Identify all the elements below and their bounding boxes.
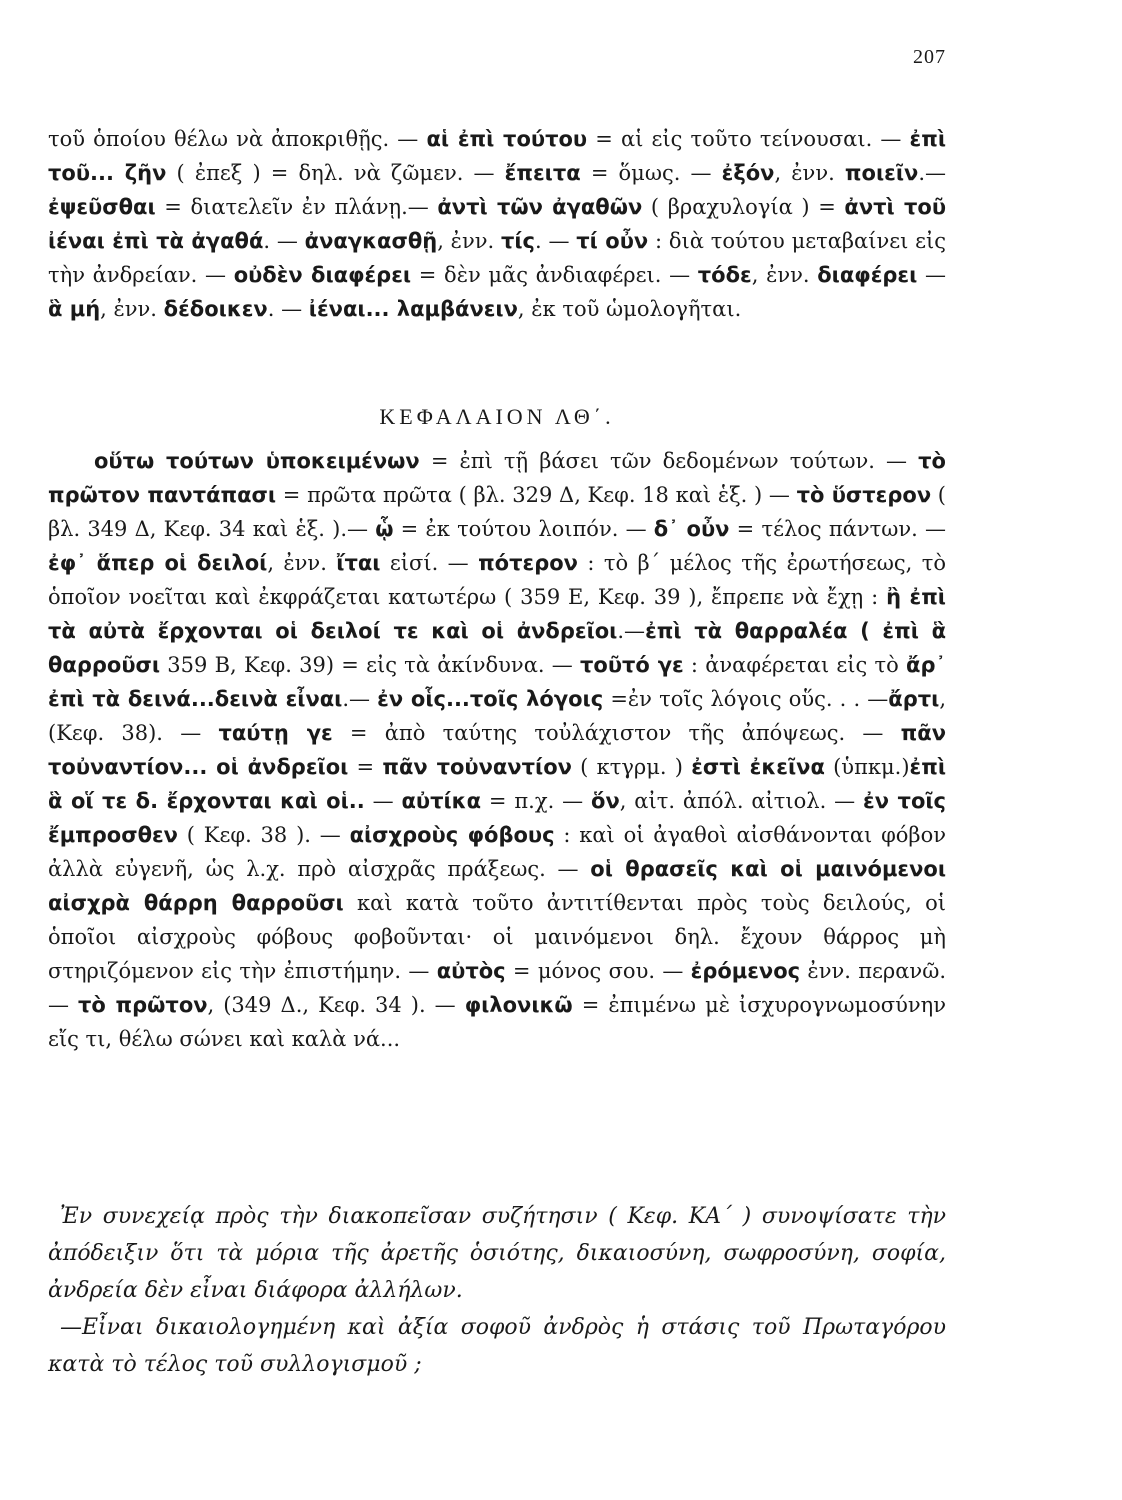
- lemma: δέδοικεν: [163, 297, 268, 321]
- lemma: ἰέναι... λαμβάνειν: [308, 297, 518, 321]
- lemma: ἴται: [336, 551, 381, 575]
- lemma: τοῦτό γε: [580, 653, 684, 677]
- text: : τὸ β΄ μέλος τῆς ἐρωτήσεως, τὸ ὁποῖον νοεῖται καὶ ἐκφράζεται κατωτέρω ( 359 Ε, Κεφ. 39 ), ἔπρεπε νὰ ἔχῃ :: [48, 551, 946, 609]
- text: : διὰ τούτου μεταβαίνει εἰς τὴν ἀνδρείαν. —: [48, 229, 947, 287]
- lemma: ἢ ἐπὶ τὰ αὐτὰ ἔρχονται οἱ δειλοί τε καὶ οἱ ἀνδρεῖοι: [48, 585, 946, 643]
- text: . —: [263, 229, 305, 253]
- lemma: πᾶν τοὐναντίον: [382, 755, 572, 779]
- text: =ἐν τοῖς λόγοις οὕς. . . —: [603, 687, 889, 711]
- lemma: οὐδὲν διαφέρει: [233, 263, 412, 287]
- lemma: ἀναγκασθῇ: [304, 229, 438, 253]
- text: =: [348, 755, 383, 779]
- lemma: τόδε: [697, 263, 752, 287]
- text: : καὶ οἱ ἀγαθοὶ αἰσθάνονται φόβον ἀλλὰ εὐγενῆ, ὡς λ.χ. πρὸ αἰσχρᾶς πράξεως. —: [48, 823, 946, 881]
- lemma: ἐπὶ τὰ θαρραλέα ( ἐπὶ ἃ θαρροῦσι: [48, 619, 946, 677]
- text: = διατελεῖν ἐν πλάνῃ.—: [155, 195, 438, 219]
- text: τοῦ ὁποίου θέλω νὰ ἀποκριθῇς. —: [48, 127, 427, 151]
- text: = αἱ εἰς τοῦτο τείνουσαι. —: [587, 127, 910, 151]
- commentary-paragraph-2: [48, 444, 946, 1056]
- lemma: τίς: [500, 229, 536, 253]
- text: = μόνος σου. —: [505, 959, 691, 983]
- lemma: ἐρόμενος: [690, 959, 801, 983]
- lemma: ἄρ᾽ ἐπὶ τὰ δεινά...δεινὰ εἶναι: [48, 653, 946, 711]
- text: ἐνν. περανῶ. —: [48, 959, 946, 1017]
- text: = ἐπὶ τῇ βάσει τῶν δεδομένων τούτων. —: [419, 449, 919, 473]
- lemma: ἐξόν: [721, 161, 775, 185]
- lemma: ἐν τοῖς ἔμπροσθεν: [48, 789, 946, 847]
- page-number: 207: [913, 46, 946, 68]
- text: = τέλος πάντων. —: [729, 517, 946, 541]
- text: , (Κεφ. 38). —: [48, 687, 946, 745]
- text: , ἐνν.: [100, 297, 164, 321]
- lemma: οὕτω τούτων ὑποκειμένων: [94, 449, 420, 473]
- text: ( βραχυλογία ) =: [642, 195, 845, 219]
- lemma: τὸ πρῶτον παντάπασι: [48, 449, 946, 507]
- lemma: ἄρτι: [888, 687, 940, 711]
- text: ( ἐπεξ ) = δηλ. νὰ ζῶμεν. —: [166, 161, 505, 185]
- lemma: αὐτίκα: [401, 789, 482, 813]
- lemma: ἀντὶ τῶν ἀγαθῶν: [437, 195, 643, 219]
- text: , ἐνν.: [437, 229, 501, 253]
- text: , ἐνν.: [774, 161, 845, 185]
- text: . —: [535, 229, 577, 253]
- text: , αἰτ. ἀπόλ. αἰτιολ. —: [619, 789, 864, 813]
- text: ( κτγρμ. ): [571, 755, 692, 779]
- commentary-text-2: [48, 444, 946, 1056]
- lemma: ἐπὶ ἃ οἵ τε δ. ἔρχονται καὶ οἱ..: [48, 755, 947, 813]
- lemma: οἱ θρασεῖς καὶ οἱ μαινόμενοι αἰσχρὰ θάρρη θαρροῦσι: [48, 857, 946, 915]
- lemma: αὐτὸς: [436, 959, 506, 983]
- lemma: πᾶν τοὐναντίον... οἱ ἀνδρεῖοι: [48, 721, 947, 779]
- lemma: ἐπὶ τοῦ... ζῆν: [48, 127, 946, 185]
- text: , ἐνν.: [267, 551, 337, 575]
- commentary-paragraph-1: [48, 122, 946, 326]
- lemma: ἀντὶ τοῦ ἰέναι ἐπὶ τὰ ἀγαθά: [48, 195, 946, 253]
- text: (ὑπκμ.): [824, 755, 910, 779]
- lemma: ἐφ᾽ ἅπερ οἱ δειλοί: [48, 551, 268, 575]
- text: = πρῶτα πρῶτα ( βλ. 329 Δ, Κεφ. 18 καὶ ἑξ. ) —: [276, 483, 797, 507]
- lemma: ἐν οἷς...τοῖς λόγοις: [377, 687, 604, 711]
- text: = ἀπὸ ταύτης τοὐλάχιστον τῆς ἀπόψεως. —: [332, 721, 901, 745]
- review-questions: [48, 1198, 946, 1383]
- text: , ἐκ τοῦ ὡμολογῆται.: [517, 297, 742, 321]
- commentary-text-1: [48, 122, 946, 326]
- lemma: τὸ ὕστερον: [796, 483, 932, 507]
- text: : ἀναφέρεται εἰς τὸ: [683, 653, 907, 677]
- chapter-heading: ΚΕΦΑΛΑΙΟΝ ΛΘ΄.: [379, 404, 615, 429]
- text: .—: [617, 619, 646, 643]
- text: = δὲν μᾶς ἀνδιαφέρει. —: [411, 263, 698, 287]
- question-1: Ἐν συνεχείᾳ πρὸς τὴν διακοπεῖσαν συζήτησιν ( Κεφ. ΚΑ΄ ) συνοψίσατε τὴν ἀπόδειξιν ὅτι τὰ μόρια τῆς ἀρετῆς ὁσιότης, δικαιοσύνη, σωφροσύνη, σοφία, ἀνδρεία δὲν εἶναι διάφορα ἀλλήλων.: [48, 1204, 946, 1303]
- lemma: πότερον: [478, 551, 578, 575]
- question-2: —Εἶναι δικαιολογημένη καὶ ἀξία σοφοῦ ἀνδρὸς ἡ στάσις τοῦ Πρωταγόρου κατὰ τὸ τέλος τοῦ συλλογισμοῦ ;: [48, 1315, 946, 1377]
- text: —: [917, 263, 946, 287]
- lemma: ποιεῖν: [844, 161, 919, 185]
- lemma: φιλονικῶ: [464, 993, 573, 1017]
- lemma: ὅν: [591, 789, 620, 813]
- text: . —: [267, 297, 309, 321]
- lemma: ἐψεῦσθαι: [48, 195, 156, 219]
- text: ( Κεφ. 38 ). —: [178, 823, 350, 847]
- lemma: αἱ ἐπὶ τούτου: [426, 127, 588, 151]
- text: καὶ κατὰ τοῦτο ἀντιτίθενται πρὸς τοὺς δειλούς, οἱ ὁποῖοι αἰσχροὺς φόβους φοβοῦνται· οἱ μαινόμενοι δηλ. ἔχουν θάρρος μὴ στηριζόμενον εἰς τὴν ἐπιστήμην. —: [48, 891, 946, 983]
- lemma: δ᾽ οὖν: [653, 517, 730, 541]
- lemma: αἰσχροὺς φόβους: [349, 823, 555, 847]
- text: , ἐνν.: [751, 263, 818, 287]
- lemma: ἔπειτα: [504, 161, 581, 185]
- text: .—: [918, 161, 946, 185]
- lemma: τὸ πρῶτον: [78, 993, 208, 1017]
- text: .—: [342, 687, 378, 711]
- lemma: ἐστὶ ἐκεῖνα: [691, 755, 825, 779]
- text: = ὅμως. —: [580, 161, 722, 185]
- text: = π.χ. —: [481, 789, 592, 813]
- lemma: ᾧ: [375, 517, 394, 541]
- text: εἰσί. —: [380, 551, 479, 575]
- lemma: τί οὖν: [576, 229, 649, 253]
- text: = ἐκ τούτου λοιπόν. —: [393, 517, 654, 541]
- lemma: διαφέρει: [817, 263, 918, 287]
- text: = ἐπιμένω μὲ ἰσχυρογνωμοσύνην εἴς τι, θέλω σώνει καὶ καλὰ νά...: [48, 993, 946, 1051]
- text: —: [364, 789, 402, 813]
- text: , (349 Δ., Κεφ. 34 ). —: [207, 993, 465, 1017]
- text: 359 Β, Κεφ. 39) = εἰς τὰ ἀκίνδυνα. —: [160, 653, 580, 677]
- text: ( βλ. 349 Δ, Κεφ. 34 καὶ ἑξ. ).—: [48, 483, 947, 541]
- lemma: ἃ μή: [48, 297, 101, 321]
- lemma: ταύτῃ γε: [218, 721, 333, 745]
